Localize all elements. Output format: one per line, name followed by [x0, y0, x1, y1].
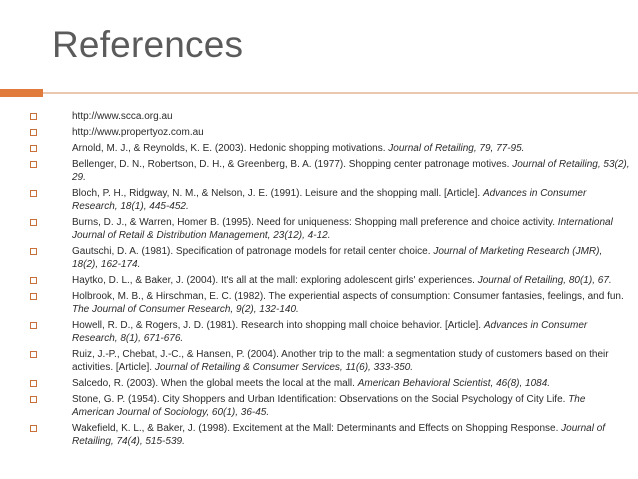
square-bullet-icon [30, 248, 37, 255]
reference-journal: Journal of Retailing, 74(4), 515-539. [72, 423, 606, 447]
reference-journal: International Journal of Retail & Distribution Management, 23(12), 4-12. [72, 217, 613, 241]
reference-text: Bloch, P. H., Ridgway, N. M., & Nelson, J. E. (1991). Leisure and the shopping mall. [Article]. [72, 188, 483, 199]
square-bullet-icon [30, 425, 37, 432]
square-bullet-icon [30, 190, 37, 197]
reference-text: Gautschi, D. A. (1981). Specification of patronage models for retail center choice. [72, 246, 434, 257]
reference-text: Howell, R. D., & Rogers, J. D. (1981). Research into shopping mall choice behavior. [Article]. [72, 320, 484, 331]
reference-item [30, 142, 630, 155]
reference-journal: The Journal of Consumer Research, 9(2), 132-140. [72, 304, 299, 315]
reference-item [30, 274, 630, 287]
title-accent-bar [0, 89, 43, 97]
square-bullet-icon [30, 380, 37, 387]
square-bullet-icon [30, 145, 37, 152]
reference-item [30, 290, 630, 316]
reference-journal: Journal of Marketing Research (JMR), 18(2), 162-174. [72, 246, 603, 270]
reference-text: Haytko, D. L., & Baker, J. (2004). It's all at the mall: exploring adolescent girls' experiences. [72, 275, 478, 286]
reference-journal: Journal of Retailing, 79, 77-95. [388, 143, 525, 154]
reference-item [30, 158, 630, 184]
reference-journal: Advances in Consumer Research, 18(1), 445-452. [72, 188, 587, 212]
title-divider [43, 92, 638, 94]
reference-text: Wakefield, K. L., & Baker, J. (1998). Excitement at the Mall: Determinants and Effects on Shopping Response. [72, 423, 562, 434]
reference-journal: Journal of Retailing & Consumer Services, 11(6), 333-350. [154, 362, 414, 373]
reference-item [30, 110, 630, 123]
square-bullet-icon [30, 161, 37, 168]
square-bullet-icon [30, 277, 37, 284]
reference-text: Ruiz, J.-P., Chebat, J.-C., & Hansen, P. (2004). Another trip to the mall: a segmentation study of customers based on their activities. [Article]. [72, 349, 609, 373]
reference-item [30, 348, 630, 374]
reference-item [30, 393, 630, 419]
reference-journal: Journal of Retailing, 53(2), 29. [72, 159, 630, 183]
reference-text: Salcedo, R. (2003). When the global meets the local at the mall. [72, 378, 358, 389]
reference-journal: American Behavioral Scientist, 46(8), 1084. [357, 378, 551, 389]
reference-journal: Journal of Retailing, 80(1), 67. [477, 275, 612, 286]
square-bullet-icon [30, 293, 37, 300]
reference-journal: The American Journal of Sociology, 60(1), 36-45. [72, 394, 586, 418]
square-bullet-icon [30, 113, 37, 120]
reference-text: Bellenger, D. N., Robertson, D. H., & Greenberg, B. A. (1977). Shopping center patronage motives. [72, 159, 513, 170]
reference-item [30, 422, 630, 448]
reference-item [30, 187, 630, 213]
reference-item [30, 319, 630, 345]
reference-text: http://www.propertyoz.com.au [72, 127, 204, 138]
reference-text: Arnold, M. J., & Reynolds, K. E. (2003). Hedonic shopping motivations. [72, 143, 389, 154]
reference-item [30, 245, 630, 271]
square-bullet-icon [30, 129, 37, 136]
reference-list [30, 110, 630, 451]
square-bullet-icon [30, 322, 37, 329]
reference-text: http://www.scca.org.au [72, 111, 173, 122]
reference-text: Holbrook, M. B., & Hirschman, E. C. (1982). The experiential aspects of consumption: Consumer fantasies, feelings, and fun. [72, 291, 624, 302]
slide-title: References [52, 24, 244, 65]
reference-journal: Advances in Consumer Research, 8(1), 671-676. [72, 320, 588, 344]
reference-item [30, 126, 630, 139]
reference-item [30, 216, 630, 242]
square-bullet-icon [30, 396, 37, 403]
reference-text: Stone, G. P. (1954). City Shoppers and Urban Identification: Observations on the Social Psychology of City Life. [72, 394, 569, 405]
reference-item [30, 377, 630, 390]
square-bullet-icon [30, 219, 37, 226]
reference-text: Burns, D. J., & Warren, Homer B. (1995). Need for uniqueness: Shopping mall preference and choice activity. [72, 217, 558, 228]
square-bullet-icon [30, 351, 37, 358]
